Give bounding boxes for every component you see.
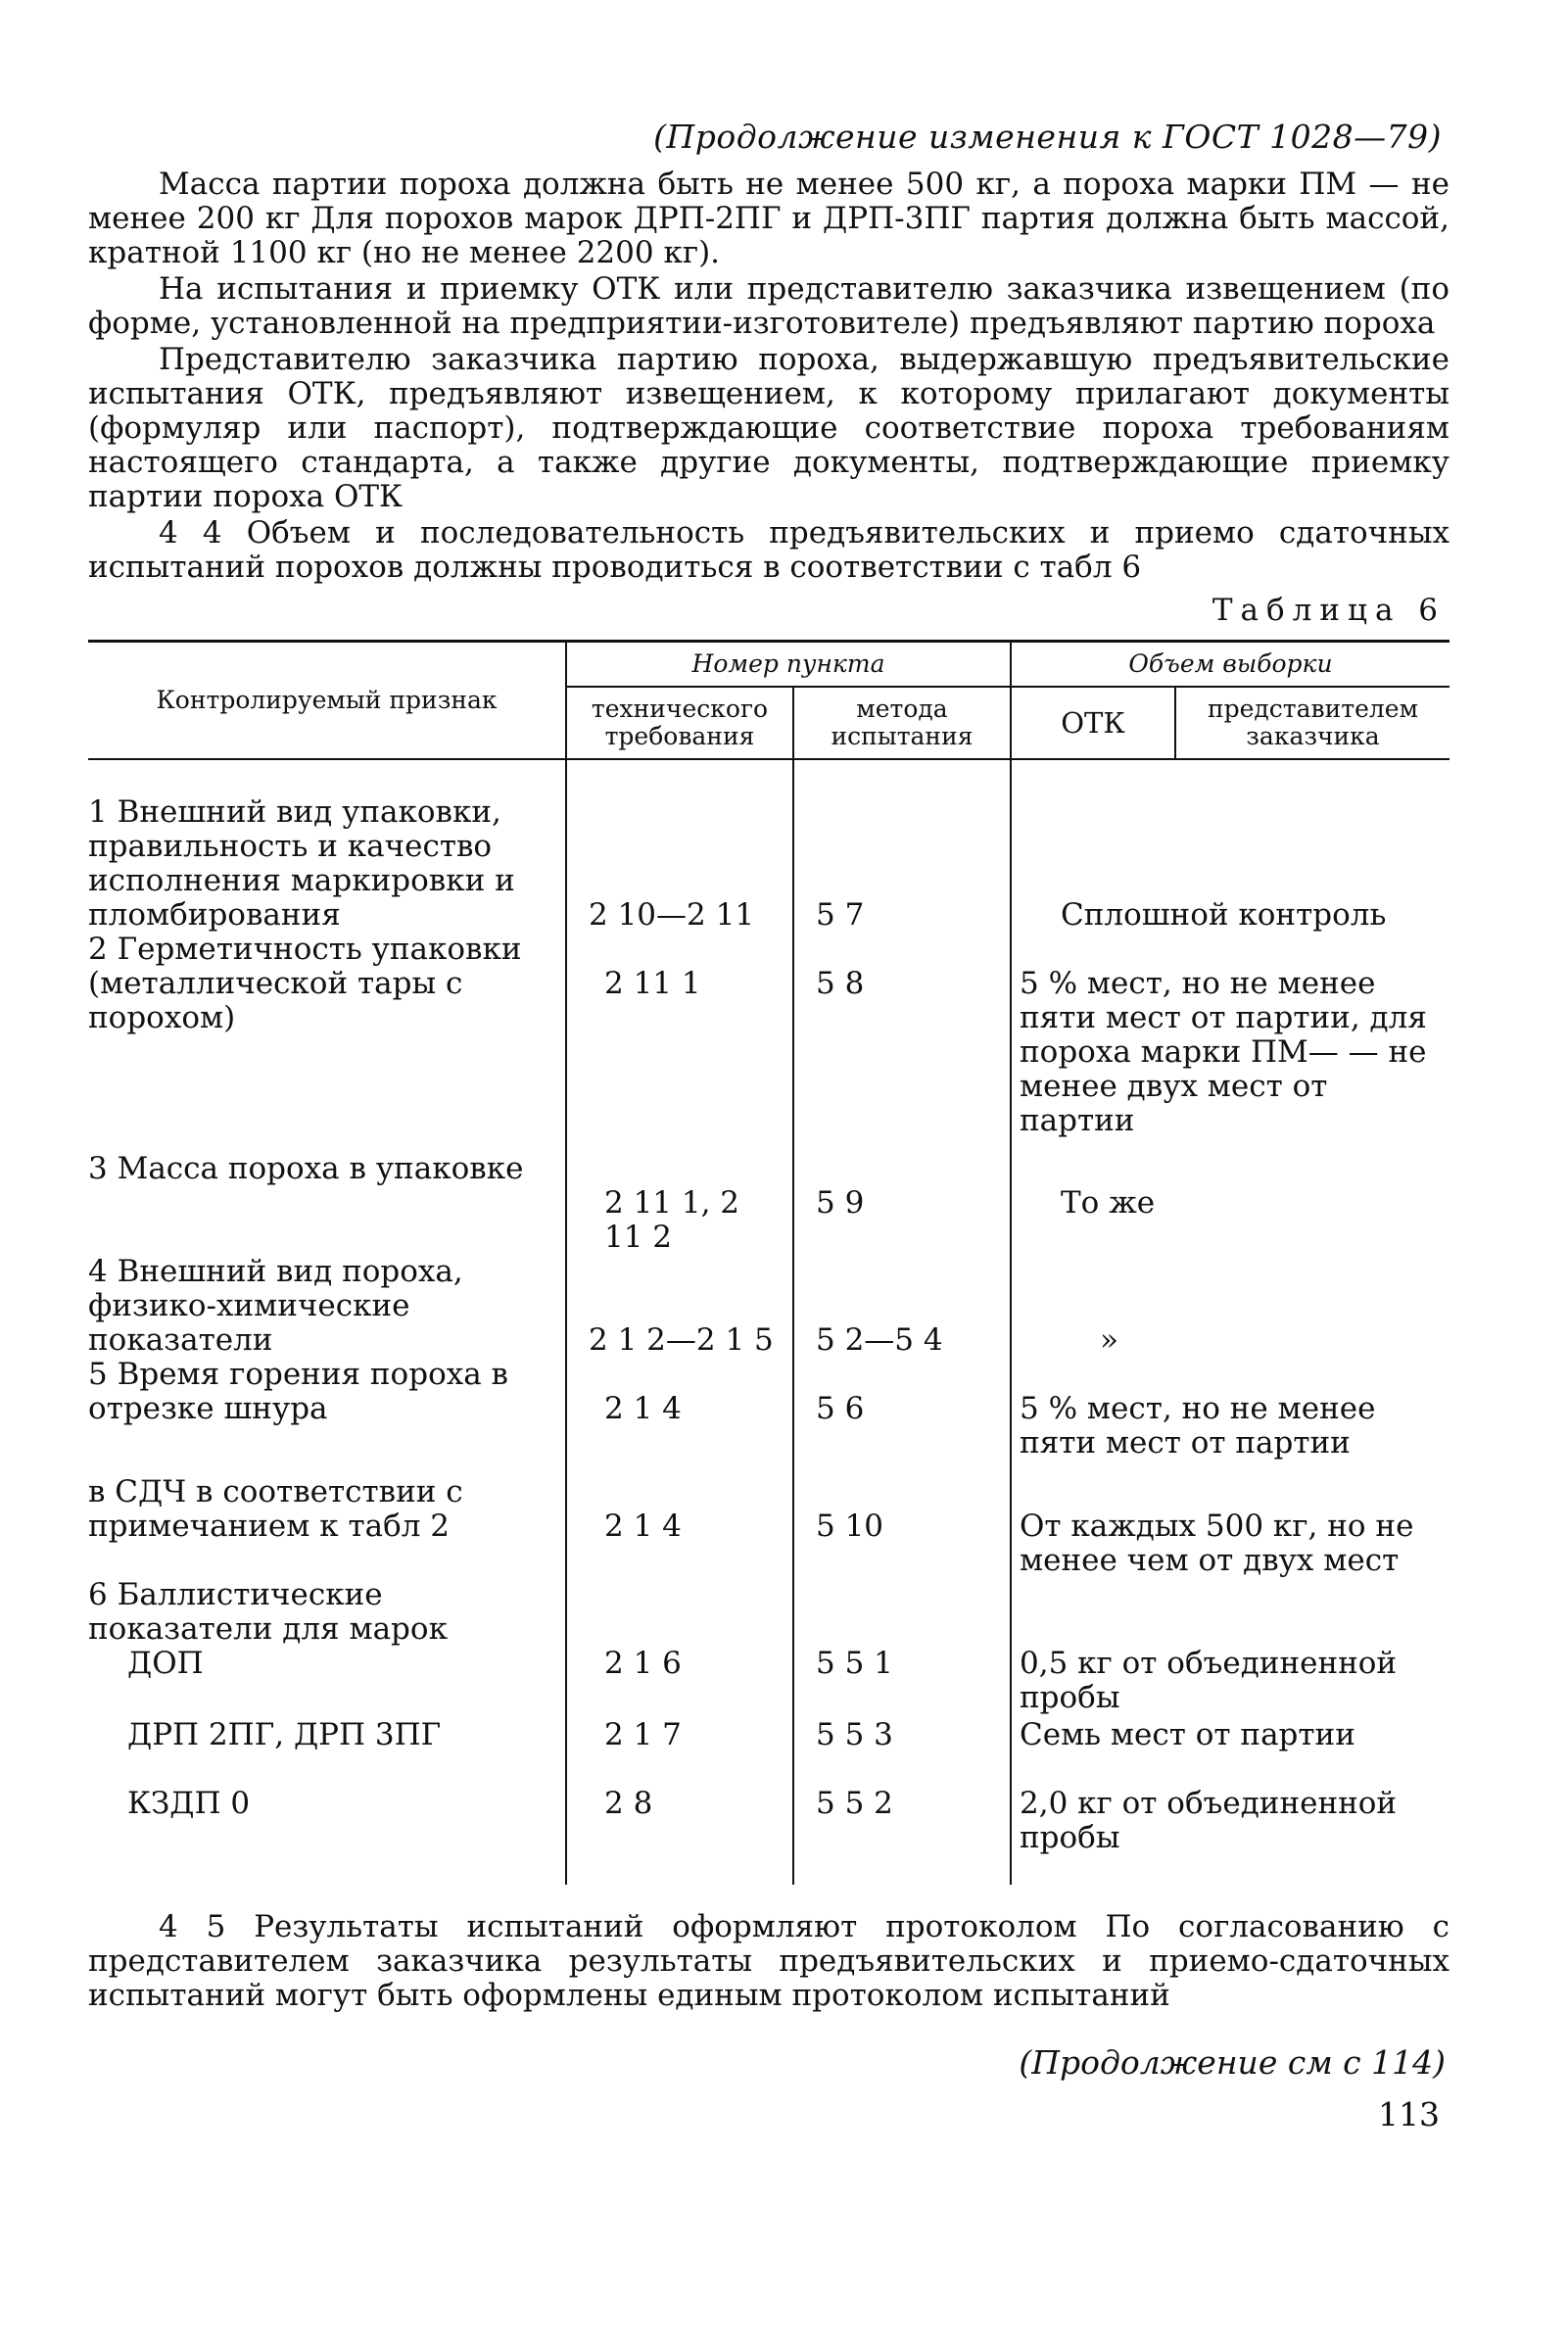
row-test-method: 5 9 bbox=[793, 1152, 1011, 1255]
row-test-method: 5 5 2 bbox=[793, 1787, 1011, 1885]
row-test-method: 5 6 bbox=[793, 1358, 1011, 1475]
document-page bbox=[88, 118, 1449, 2133]
header-item-number: Номер пункта bbox=[566, 642, 1011, 688]
row-test-method: 5 7 bbox=[793, 795, 1011, 933]
header-customer-rep: представителем заказчика bbox=[1175, 687, 1449, 759]
row-test-method: 5 5 3 bbox=[793, 1718, 1011, 1787]
table-row bbox=[88, 1578, 1449, 1647]
row-tech-requirement: 2 11 1 bbox=[566, 933, 793, 1152]
inspection-table bbox=[88, 640, 1449, 1885]
row-tech-requirement: 2 1 2—2 1 5 bbox=[566, 1255, 793, 1358]
row-feature: 1 Внешний вид упаковки, правильность и качество исполнения маркировки и пломбирования bbox=[88, 794, 515, 933]
row-sample-volume: 5 % мест, но не менее пяти мест от партии, для пороха марки ПМ— — не менее двух мест от партии bbox=[1011, 933, 1449, 1152]
row-feature: ДОП bbox=[127, 1646, 204, 1681]
table-row bbox=[88, 1358, 1449, 1475]
row-test-method: 5 5 1 bbox=[793, 1647, 1011, 1718]
table-caption: Таблица 6 bbox=[1212, 593, 1446, 628]
row-test-method: 5 10 bbox=[793, 1475, 1011, 1578]
paragraph-test-scope: 4 4 Объем и последовательность предъявительских и приемо сдаточных испытаний порохов должны проводиться в соответствии с табл 6 bbox=[88, 515, 1449, 585]
row-tech-requirement: 2 8 bbox=[566, 1787, 793, 1885]
table-spacer-row bbox=[88, 759, 1449, 795]
row-test-method: 5 2—5 4 bbox=[793, 1255, 1011, 1358]
row-tech-requirement: 2 10—2 11 bbox=[566, 795, 793, 933]
paragraph-results-protocol: 4 5 Результаты испытаний оформляют протоколом По согласованию с представителем заказчика результаты предъявительских и приемо-сдаточных испытаний могут быть оформлены единым протоколом испытаний bbox=[88, 1909, 1449, 2013]
table-row bbox=[88, 1787, 1449, 1885]
row-tech-requirement: 2 1 7 bbox=[566, 1718, 793, 1787]
row-sample-volume: То же bbox=[1011, 1152, 1449, 1255]
row-test-method: 5 8 bbox=[793, 933, 1011, 1152]
row-feature: 2 Герметичность упаковки (металлической тары с порохом) bbox=[88, 932, 522, 1035]
table-row bbox=[88, 1152, 1449, 1255]
row-sample-volume: Сплошной контроль bbox=[1011, 795, 1449, 933]
page-number: 113 bbox=[1378, 2095, 1440, 2133]
row-sample-volume: » bbox=[1011, 1255, 1449, 1358]
row-feature: в СДЧ в соответствии с примечанием к табл 2 bbox=[88, 1474, 463, 1544]
paragraph-batch-mass: Масса партии пороха должна быть не менее 500 кг, а пороха марки ПМ — не менее 200 кг Для порохов марок ДРП-2ПГ и ДРП-3ПГ партия должна быть массой, кратной 1100 кг (но не менее 2200 кг). bbox=[88, 167, 1449, 270]
row-sample-volume: 0,5 кг от объединенной пробы bbox=[1011, 1647, 1449, 1718]
row-tech-requirement: 2 1 4 bbox=[566, 1475, 793, 1578]
paragraph-customer-submission: Представителю заказчика партию пороха, выдержавшую предъявительские испытания ОТК, предъявляют извещением, к которому прилагают документы (формуляр или паспорт), подтверждающие соответствие пороха требованиям настоящего стандарта, а также другие документы, подтверждающие приемку партии пороха ОТК bbox=[88, 342, 1449, 514]
row-tech-requirement: 2 1 6 bbox=[566, 1647, 793, 1718]
row-feature: КЗДП 0 bbox=[127, 1786, 251, 1821]
row-feature: ДРП 2ПГ, ДРП 3ПГ bbox=[127, 1717, 442, 1752]
row-feature: 5 Время горения пороха в отрезке шнура bbox=[88, 1357, 509, 1426]
continuation-header: (Продолжение изменения к ГОСТ 1028—79) bbox=[653, 118, 1442, 156]
table-row bbox=[88, 795, 1449, 933]
header-feature: Контролируемый признак bbox=[88, 642, 566, 760]
row-feature: 4 Внешний вид пороха, физико-химические показатели bbox=[88, 1254, 463, 1358]
header-otk: ОТК bbox=[1011, 687, 1175, 759]
row-feature: 6 Баллистические показатели для марок bbox=[88, 1577, 448, 1647]
table-row bbox=[88, 1255, 1449, 1358]
table-row bbox=[88, 933, 1449, 1152]
row-tech-requirement: 2 11 1, 2 11 2 bbox=[566, 1152, 793, 1255]
table-row bbox=[88, 1718, 1449, 1787]
row-sample-volume: От каждых 500 кг, но не менее чем от двух мест bbox=[1011, 1475, 1449, 1578]
header-sample-volume: Объем выборки bbox=[1011, 642, 1449, 688]
row-sample-volume: Семь мест от партии bbox=[1011, 1718, 1449, 1787]
table-row bbox=[88, 1647, 1449, 1718]
row-sample-volume: 2,0 кг от объединенной пробы bbox=[1011, 1787, 1449, 1885]
row-tech-requirement: 2 1 4 bbox=[566, 1358, 793, 1475]
header-tech-requirement: технического требования bbox=[566, 687, 793, 759]
continuation-footer: (Продолжение см с 114) bbox=[1019, 2043, 1446, 2082]
table-row bbox=[88, 1475, 1449, 1578]
header-test-method: метода испытания bbox=[793, 687, 1011, 759]
row-sample-volume: 5 % мест, но не менее пяти мест от партии bbox=[1011, 1358, 1449, 1475]
paragraph-otk-submission: На испытания и приемку ОТК или представителю заказчика извещением (по форме, установленной на предприятии-изготовителе) предъявляют партию пороха bbox=[88, 271, 1449, 341]
row-feature: 3 Масса пороха в упаковке bbox=[88, 1151, 524, 1186]
